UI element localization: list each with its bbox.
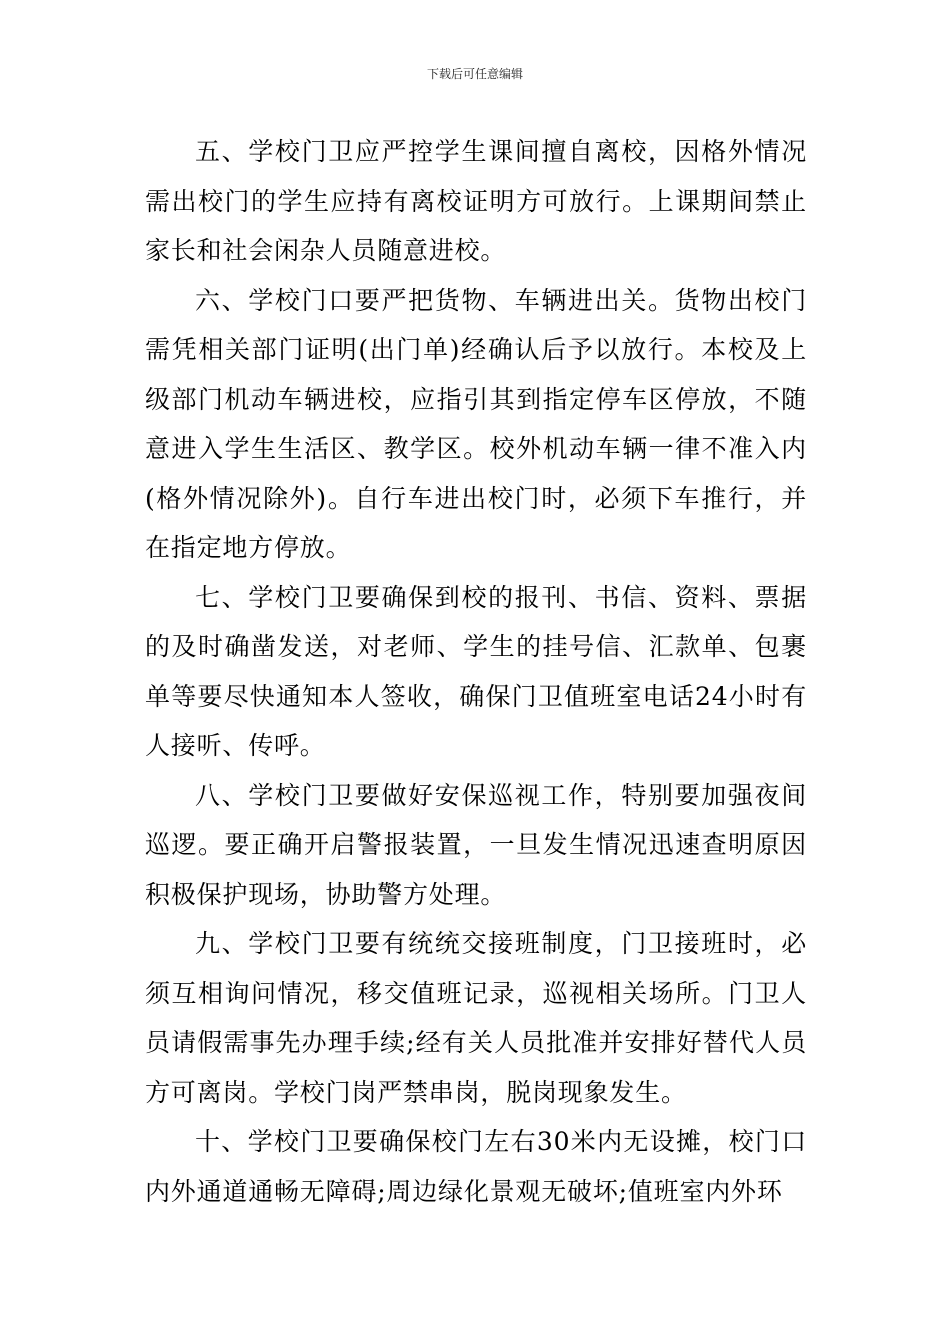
- paragraph-6: 六、学校门口要严把货物、车辆进出关。货物出校门需凭相关部门证明(出门单)经确认后予以放行。本校及上级部门机动车辆进校，应指引其到指定停车区停放，不随意进入学生生活区、教学区。校外机动车辆一律不准入内(格外情况除外)。自行车进出校门时，必须下车推行，并在指定地方停放。: [145, 285, 807, 562]
- paragraph-7: 七、学校门卫要确保到校的报刊、书信、资料、票据的及时确凿发送，对老师、学生的挂号信、汇款单、包裹单等要尽快通知本人签收，确保门卫值班室电话24小时有人接听、传呼。: [145, 582, 807, 760]
- paragraph-9: 九、学校门卫要有统统交接班制度，门卫接班时，必须互相询问情况，移交值班记录，巡视相关场所。门卫人员请假需事先办理手续;经有关人员批准并安排好替代人员方可离岗。学校门岗严禁串岗，脱岗现象发生。: [145, 929, 807, 1107]
- document-body: [145, 127, 807, 1216]
- page-header: 下载后可任意编辑: [426, 67, 523, 81]
- paragraph-5: 五、学校门卫应严控学生课间擅自离校，因格外情况需出校门的学生应持有离校证明方可放行。上课期间禁止家长和社会闲杂人员随意进校。: [145, 137, 807, 265]
- paragraph-10: 十、学校门卫要确保校门左右30米内无设摊，校门口内外通道通畅无障碍;周边绿化景观无破坏;值班室内外环: [145, 1127, 807, 1206]
- paragraph-8: 八、学校门卫要做好安保巡视工作，特别要加强夜间巡逻。要正确开启警报装置，一旦发生情况迅速查明原因积极保护现场，协助警方处理。: [145, 780, 807, 909]
